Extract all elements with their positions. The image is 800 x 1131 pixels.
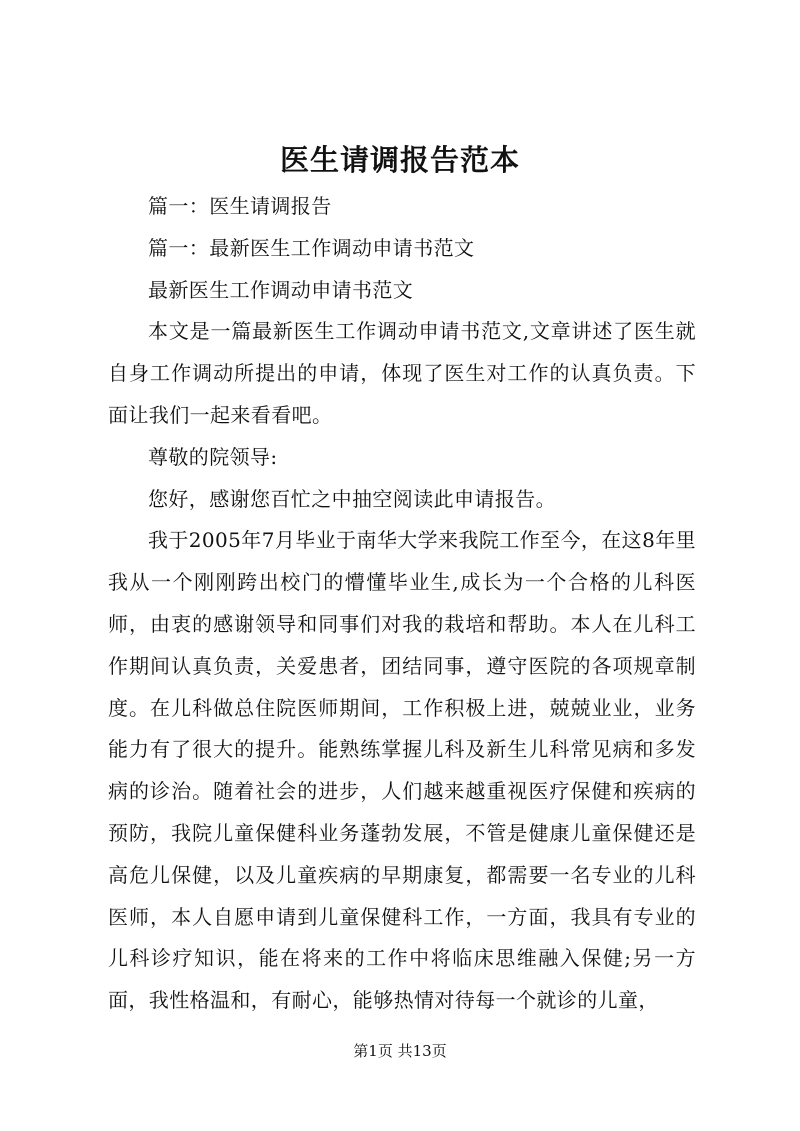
- paragraph-4: 本文是一篇最新医生工作调动申请书范文,文章讲述了医生就自身工作调动所提出的申请，体现了医生对工作的认真负责。下面让我们一起来看看吧。: [108, 319, 696, 427]
- paragraph-7: 我于2005年7月毕业于南华大学来我院工作至今，在这8年里我从一个刚刚跨出校门的懵懂毕业生,成长为一个合格的儿科医师，由衷的感谢领导和同事们对我的栽培和帮助。本人在儿科工作期间认真负责，关爱患者，团结同事，遵守医院的各项规章制度。在儿科做总住院医师期间，工作积极上进，兢兢业业，业务能力有了很大的提升。能熟练掌握儿科及新生儿科常见病和多发病的诊治。随着社会的进步，人们越来越重视医疗保健和疾病的预防，我院儿童保健科业务蓬勃发展，不管是健康儿童保健还是高危儿保健，以及儿童疾病的早期康复，都需要一名专业的儿科医师，本人自愿申请到儿童保健科工作，一方面，我具有专业的儿科诊疗知识，能在将来的工作中将临床思维融入保健;另一方面，我性格温和，有耐心，能够热情对待每一个就诊的儿童，: [108, 528, 696, 1013]
- paragraph-1: 篇一：医生请调报告: [148, 194, 332, 218]
- paragraph-3: 最新医生工作调动申请书范文: [148, 277, 414, 302]
- paragraph-6: 您好，感谢您百忙之中抽空阅读此申请报告。: [148, 486, 556, 511]
- page-number-footer: 第1页 共13页: [353, 1042, 447, 1060]
- document-title: 医生请调报告范本: [279, 143, 520, 177]
- paragraph-5: 尊敬的院领导:: [148, 444, 278, 469]
- document-body: [108, 186, 696, 1022]
- paragraph-2: 篇一：最新医生工作调动申请书范文: [148, 235, 475, 260]
